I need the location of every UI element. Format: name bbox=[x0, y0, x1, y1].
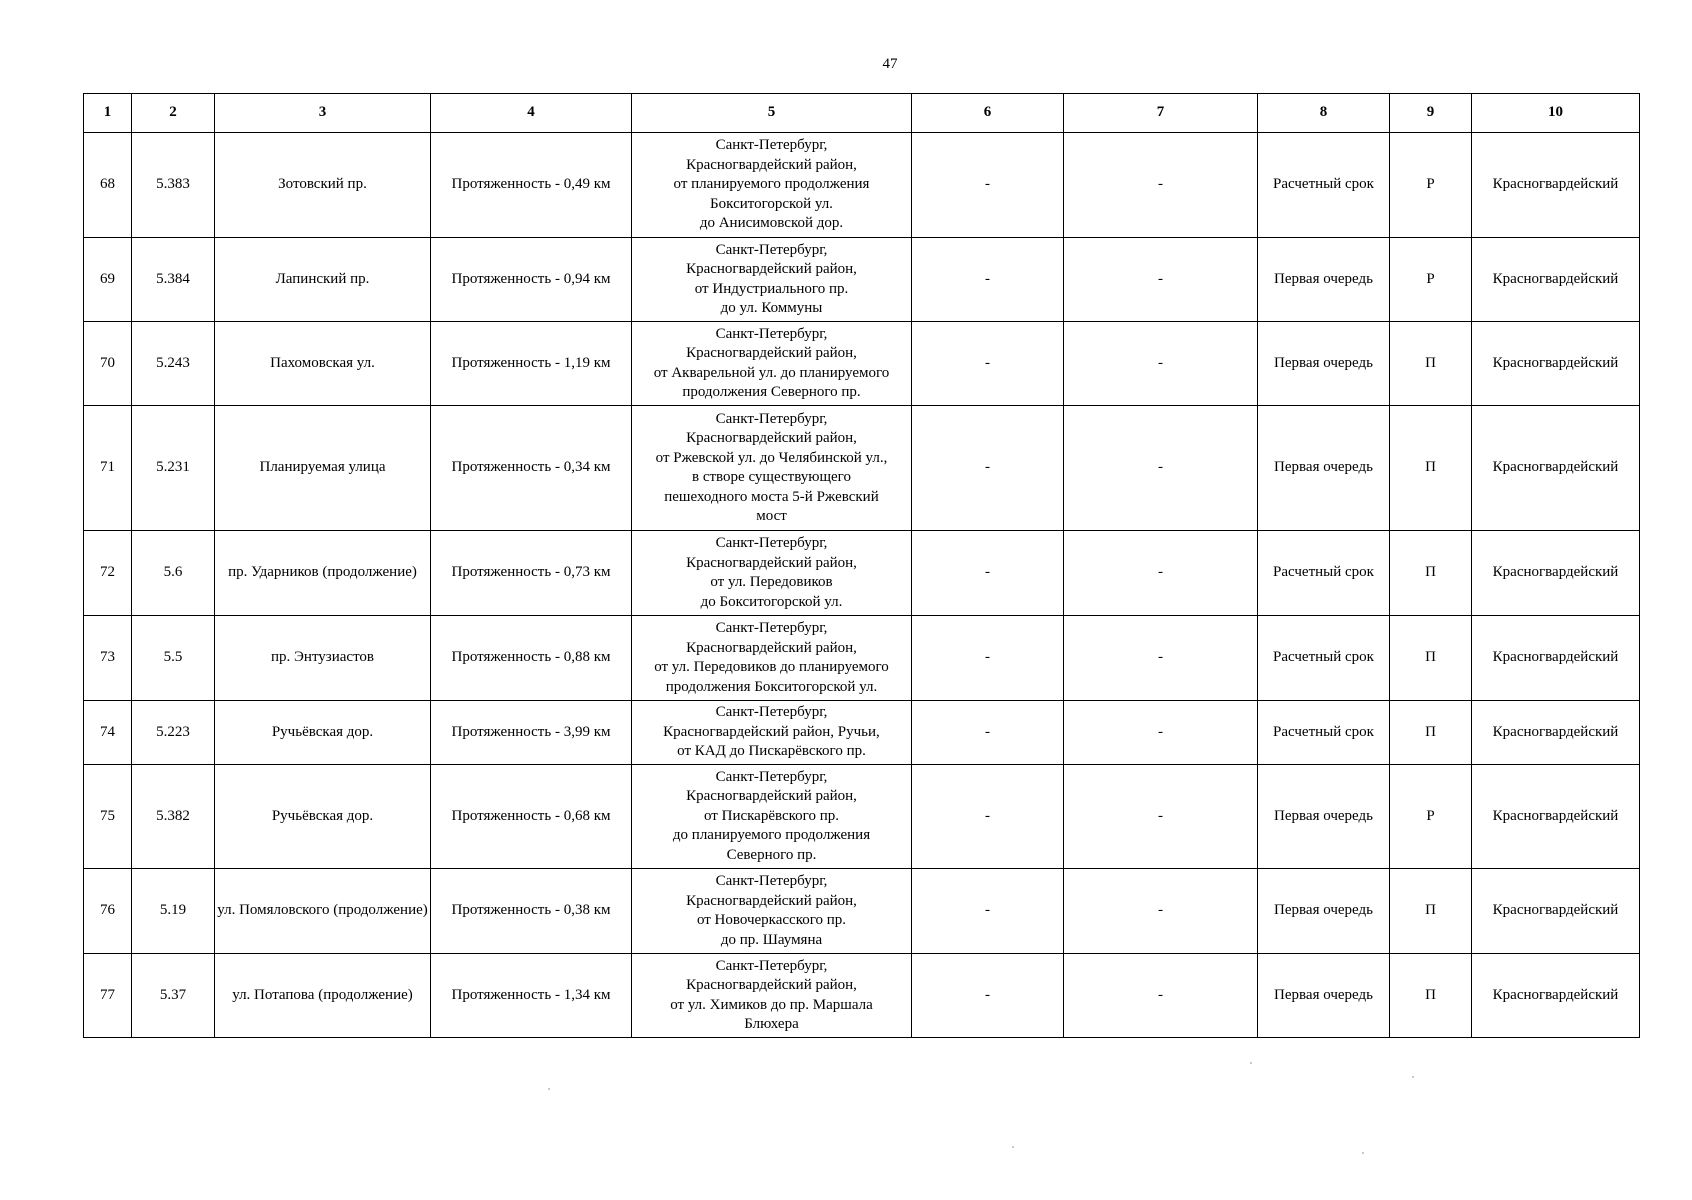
table-row bbox=[84, 406, 1640, 531]
location-line: Красногвардейский район, Ручьи, bbox=[663, 723, 880, 740]
location-line: от Индустриального пр. bbox=[694, 280, 849, 297]
location-line: Красногвардейский район, bbox=[686, 261, 857, 277]
code-cell: 5.37 bbox=[132, 954, 215, 1038]
term-cell: Первая очередь bbox=[1258, 954, 1390, 1038]
table-row bbox=[84, 954, 1640, 1038]
row-number-cell: 71 bbox=[84, 406, 132, 531]
row-number-cell: 76 bbox=[84, 869, 132, 954]
district-cell: Красногвардейский bbox=[1472, 869, 1640, 954]
location-line: продолжения Северного пр. bbox=[682, 384, 861, 400]
location-line: Северного пр. bbox=[726, 846, 817, 863]
code-cell: 5.5 bbox=[132, 616, 215, 701]
code-cell: 5.384 bbox=[132, 238, 215, 322]
type-cell: Р bbox=[1390, 133, 1472, 238]
column-header: 4 bbox=[431, 94, 632, 133]
term-cell: Расчетный срок bbox=[1258, 616, 1390, 701]
roads-table bbox=[83, 93, 1640, 1038]
scan-speck bbox=[1412, 1076, 1414, 1078]
road-name-cell: ул. Помяловского (продолжение) bbox=[215, 869, 431, 954]
row-number-cell: 73 bbox=[84, 616, 132, 701]
column-header: 9 bbox=[1390, 94, 1472, 133]
location-line: Санкт-Петербург, bbox=[715, 620, 828, 636]
length-cell: Протяженность - 0,73 км bbox=[431, 531, 632, 616]
code-cell: 5.382 bbox=[132, 765, 215, 869]
location-line: Санкт-Петербург, bbox=[715, 137, 828, 154]
column-header: 10 bbox=[1472, 94, 1640, 133]
location-line: Санкт-Петербург, bbox=[715, 325, 828, 342]
location-line: до ул. Коммуны bbox=[720, 300, 823, 316]
table-row bbox=[84, 765, 1640, 869]
district-cell: Красногвардейский bbox=[1472, 531, 1640, 616]
code-cell: 5.19 bbox=[132, 869, 215, 954]
table-body bbox=[84, 133, 1640, 1038]
type-cell: П bbox=[1390, 531, 1472, 616]
location-line: пешеходного моста 5-й Ржевский bbox=[664, 488, 879, 505]
column-header: 6 bbox=[912, 94, 1064, 133]
type-cell: Р bbox=[1390, 765, 1472, 869]
row-number-cell: 68 bbox=[84, 133, 132, 238]
length-cell: Протяженность - 0,94 км bbox=[431, 238, 632, 322]
code-cell: 5.6 bbox=[132, 531, 215, 616]
table-row bbox=[84, 531, 1640, 616]
column-header: 2 bbox=[132, 94, 215, 133]
column-6-cell: - bbox=[912, 406, 1064, 531]
location-line: Блюхера bbox=[744, 1016, 799, 1032]
location-line: Санкт-Петербург, bbox=[715, 241, 828, 258]
column-7-cell: - bbox=[1064, 616, 1258, 701]
location-line: от ул. Химиков до пр. Маршала bbox=[670, 996, 873, 1013]
page-number: 47 bbox=[882, 56, 898, 72]
location-cell bbox=[632, 954, 912, 1038]
location-line: Красногвардейский район, bbox=[686, 430, 857, 446]
road-name-cell: Ручьёвская дор. bbox=[215, 701, 431, 765]
table-row bbox=[84, 322, 1640, 406]
table-row bbox=[84, 238, 1640, 322]
column-7-cell: - bbox=[1064, 701, 1258, 765]
location-line: Красногвардейский район, bbox=[686, 156, 857, 173]
term-cell: Расчетный срок bbox=[1258, 701, 1390, 765]
table-row bbox=[84, 133, 1640, 238]
location-line: от Акварельной ул. до планируемого bbox=[653, 364, 890, 381]
location-line: от Пискарёвского пр. bbox=[704, 807, 839, 824]
length-cell: Протяженность - 0,88 км bbox=[431, 616, 632, 701]
district-cell: Красногвардейский bbox=[1472, 406, 1640, 531]
term-cell: Расчетный срок bbox=[1258, 531, 1390, 616]
length-cell: Протяженность - 0,49 км bbox=[431, 133, 632, 238]
table-row bbox=[84, 869, 1640, 954]
type-cell: П bbox=[1390, 954, 1472, 1038]
code-cell: 5.231 bbox=[132, 406, 215, 531]
scan-speck bbox=[1012, 1146, 1014, 1148]
type-cell: П bbox=[1390, 869, 1472, 954]
road-name-cell: ул. Потапова (продолжение) bbox=[215, 954, 431, 1038]
term-cell: Первая очередь bbox=[1258, 869, 1390, 954]
column-6-cell: - bbox=[912, 701, 1064, 765]
type-cell: Р bbox=[1390, 238, 1472, 322]
row-number-cell: 75 bbox=[84, 765, 132, 869]
location-cell bbox=[632, 406, 912, 531]
road-name-cell: Планируемая улица bbox=[215, 406, 431, 531]
term-cell: Первая очередь bbox=[1258, 322, 1390, 406]
column-7-cell: - bbox=[1064, 765, 1258, 869]
location-line: Красногвардейский район, bbox=[686, 639, 857, 656]
road-name-cell: пр. Энтузиастов bbox=[215, 616, 431, 701]
column-7-cell: - bbox=[1064, 238, 1258, 322]
column-header: 8 bbox=[1258, 94, 1390, 133]
column-6-cell: - bbox=[912, 238, 1064, 322]
type-cell: П bbox=[1390, 616, 1472, 701]
column-header: 5 bbox=[632, 94, 912, 133]
column-6-cell: - bbox=[912, 869, 1064, 954]
location-line: Санкт-Петербург, bbox=[715, 410, 828, 427]
row-number-cell: 74 bbox=[84, 701, 132, 765]
column-7-cell: - bbox=[1064, 406, 1258, 531]
column-7-cell: - bbox=[1064, 322, 1258, 406]
code-cell: 5.223 bbox=[132, 701, 215, 765]
location-line: Красногвардейский район, bbox=[686, 788, 857, 805]
location-line: Санкт-Петербург, bbox=[715, 535, 828, 551]
location-line: до Бокситогорской ул. bbox=[700, 593, 843, 610]
district-cell: Красногвардейский bbox=[1472, 765, 1640, 869]
row-number-cell: 70 bbox=[84, 322, 132, 406]
type-cell: П bbox=[1390, 322, 1472, 406]
location-line: до пр. Шаумяна bbox=[720, 931, 823, 948]
location-cell bbox=[632, 765, 912, 869]
location-line: Красногвардейский район, bbox=[686, 977, 857, 993]
type-cell: П bbox=[1390, 701, 1472, 765]
length-cell: Протяженность - 0,38 км bbox=[431, 869, 632, 954]
table-row bbox=[84, 616, 1640, 701]
term-cell: Первая очередь bbox=[1258, 765, 1390, 869]
code-cell: 5.383 bbox=[132, 133, 215, 238]
location-line: от ул. Передовиков до планируемого bbox=[654, 659, 889, 675]
length-cell: Протяженность - 1,19 км bbox=[431, 322, 632, 406]
location-line: до Анисимовской дор. bbox=[699, 215, 844, 232]
location-line: до планируемого продолжения bbox=[672, 827, 871, 844]
scan-speck bbox=[1250, 1062, 1252, 1064]
column-header: 1 bbox=[84, 94, 132, 133]
district-cell: Красногвардейский bbox=[1472, 322, 1640, 406]
column-7-cell: - bbox=[1064, 869, 1258, 954]
road-name-cell: пр. Ударников (продолжение) bbox=[215, 531, 431, 616]
location-cell bbox=[632, 616, 912, 701]
district-cell: Красногвардейский bbox=[1472, 954, 1640, 1038]
location-line: от Новочеркасского пр. bbox=[696, 912, 847, 928]
district-cell: Красногвардейский bbox=[1472, 238, 1640, 322]
district-cell: Красногвардейский bbox=[1472, 701, 1640, 765]
column-6-cell: - bbox=[912, 954, 1064, 1038]
term-cell: Расчетный срок bbox=[1258, 133, 1390, 238]
location-cell bbox=[632, 701, 912, 765]
column-7-cell: - bbox=[1064, 531, 1258, 616]
table-row bbox=[84, 701, 1640, 765]
column-6-cell: - bbox=[912, 765, 1064, 869]
header-row bbox=[84, 94, 1640, 133]
location-line: Санкт-Петербург, bbox=[715, 873, 828, 889]
length-cell: Протяженность - 1,34 км bbox=[431, 954, 632, 1038]
length-cell: Протяженность - 0,34 км bbox=[431, 406, 632, 531]
road-name-cell: Ручьёвская дор. bbox=[215, 765, 431, 869]
column-7-cell: - bbox=[1064, 954, 1258, 1038]
location-line: от ул. Передовиков bbox=[710, 574, 833, 590]
location-line: продолжения Бокситогорской ул. bbox=[665, 678, 878, 695]
code-cell: 5.243 bbox=[132, 322, 215, 406]
term-cell: Первая очередь bbox=[1258, 238, 1390, 322]
row-number-cell: 77 bbox=[84, 954, 132, 1038]
location-cell bbox=[632, 238, 912, 322]
length-cell: Протяженность - 3,99 км bbox=[431, 701, 632, 765]
road-name-cell: Лапинский пр. bbox=[215, 238, 431, 322]
location-line: Санкт-Петербург, bbox=[715, 704, 828, 721]
location-cell bbox=[632, 133, 912, 238]
location-cell bbox=[632, 531, 912, 616]
scan-speck bbox=[548, 1088, 550, 1090]
type-cell: П bbox=[1390, 406, 1472, 531]
term-cell: Первая очередь bbox=[1258, 406, 1390, 531]
column-header: 3 bbox=[215, 94, 431, 133]
location-line: Красногвардейский район, bbox=[686, 345, 857, 361]
location-cell bbox=[632, 869, 912, 954]
location-line: от КАД до Пискарёвского пр. bbox=[677, 743, 866, 760]
row-number-cell: 72 bbox=[84, 531, 132, 616]
column-6-cell: - bbox=[912, 322, 1064, 406]
column-6-cell: - bbox=[912, 133, 1064, 238]
row-number-cell: 69 bbox=[84, 238, 132, 322]
column-7-cell: - bbox=[1064, 133, 1258, 238]
column-header: 7 bbox=[1064, 94, 1258, 133]
location-line: от Ржевской ул. до Челябинской ул., bbox=[655, 449, 888, 466]
location-line: в створе существующего bbox=[692, 469, 851, 485]
scan-speck bbox=[1362, 1152, 1364, 1154]
location-line: Санкт-Петербург, bbox=[715, 768, 828, 785]
column-6-cell: - bbox=[912, 531, 1064, 616]
location-line: Красногвардейский район, bbox=[686, 554, 857, 571]
location-cell bbox=[632, 322, 912, 406]
location-line: от планируемого продолжения bbox=[673, 176, 870, 193]
district-cell: Красногвардейский bbox=[1472, 616, 1640, 701]
location-line: Бокситогорской ул. bbox=[710, 195, 833, 212]
road-name-cell: Пахомовская ул. bbox=[215, 322, 431, 406]
column-6-cell: - bbox=[912, 616, 1064, 701]
location-line: мост bbox=[756, 508, 787, 524]
location-line: Красногвардейский район, bbox=[686, 892, 857, 909]
length-cell: Протяженность - 0,68 км bbox=[431, 765, 632, 869]
location-line: Санкт-Петербург, bbox=[715, 957, 828, 974]
district-cell: Красногвардейский bbox=[1472, 133, 1640, 238]
road-name-cell: Зотовский пр. bbox=[215, 133, 431, 238]
